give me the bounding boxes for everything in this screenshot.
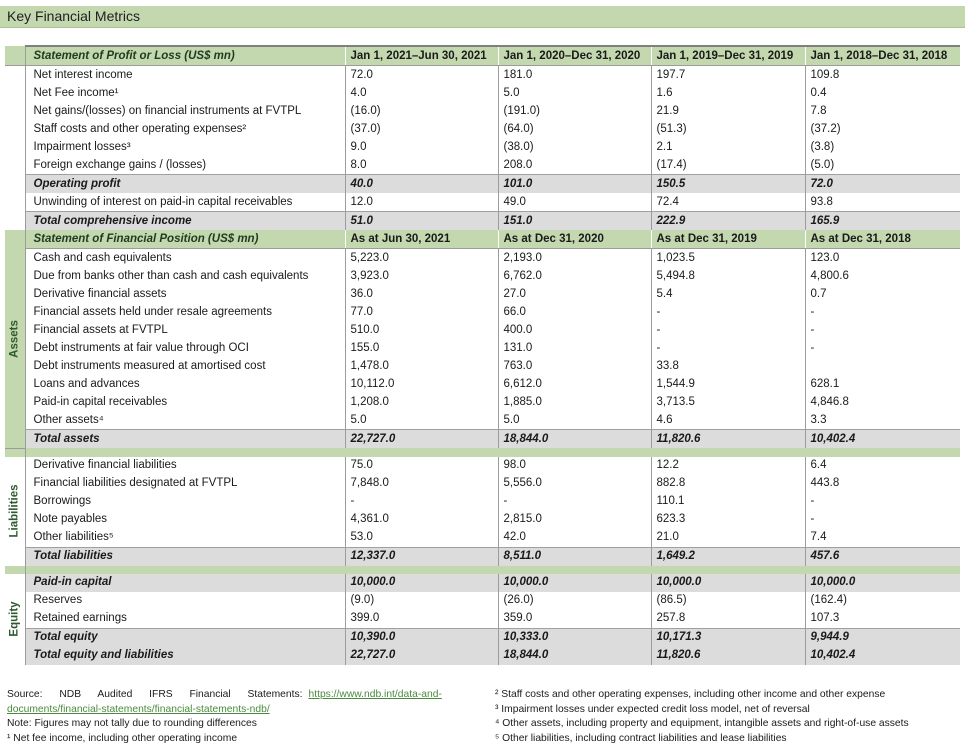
footnote-3: ³ Impairment losses under expected credit loss model, net of reversal bbox=[495, 703, 810, 715]
value-cell: (16.0) bbox=[345, 102, 498, 120]
value-cell: 7.4 bbox=[805, 529, 960, 548]
value-cell: 2,193.0 bbox=[498, 249, 651, 268]
value-cell: As at Dec 31, 2019 bbox=[651, 230, 805, 249]
footer-right bbox=[495, 688, 960, 746]
value-cell: 123.0 bbox=[805, 249, 960, 268]
value-cell: 49.0 bbox=[498, 193, 651, 212]
value-cell: Jan 1, 2018–Dec 31, 2018 bbox=[805, 46, 960, 66]
value-cell: 6,762.0 bbox=[498, 267, 651, 285]
group-cell bbox=[5, 457, 25, 566]
value-cell: 1,649.2 bbox=[651, 547, 805, 566]
value-cell: 9,944.9 bbox=[805, 628, 960, 647]
group-cell bbox=[5, 230, 25, 448]
total-comprehensive-income-row bbox=[5, 212, 960, 231]
row-label: Other liabilities⁵ bbox=[33, 531, 114, 543]
value-cell: Jan 1, 2020–Dec 31, 2020 bbox=[498, 46, 651, 66]
divider-cell bbox=[25, 566, 960, 574]
value-cell: 131.0 bbox=[498, 339, 651, 357]
row-label: Statement of Profit or Loss (US$ mn) bbox=[25, 46, 345, 66]
value-cell: 53.0 bbox=[345, 529, 498, 548]
row-label: Total equity and liabilities bbox=[25, 647, 345, 665]
row-label: Total equity bbox=[25, 628, 345, 647]
table-row bbox=[5, 357, 960, 375]
value-cell: 5.0 bbox=[345, 411, 498, 430]
title-bar bbox=[0, 6, 965, 28]
value-cell: Jan 1, 2021–Jun 30, 2021 bbox=[345, 46, 498, 66]
value-cell: 197.7 bbox=[651, 66, 805, 85]
row-label: Paid-in capital bbox=[25, 574, 345, 592]
value-cell: 40.0 bbox=[345, 175, 498, 194]
row-label: Derivative financial liabilities bbox=[33, 459, 177, 471]
value-cell: 10,000.0 bbox=[498, 574, 651, 592]
table-row bbox=[5, 303, 960, 321]
table-row bbox=[5, 249, 960, 268]
value-cell: - bbox=[805, 321, 960, 339]
section-divider bbox=[5, 448, 960, 457]
value-cell: 257.8 bbox=[651, 610, 805, 629]
table-row bbox=[5, 285, 960, 303]
value-cell: 110.1 bbox=[651, 493, 805, 511]
value-cell: - bbox=[805, 339, 960, 357]
value-cell: 5,556.0 bbox=[498, 475, 651, 493]
value-cell: 107.3 bbox=[805, 610, 960, 629]
value-cell: 3,713.5 bbox=[651, 393, 805, 411]
row-label: Borrowings bbox=[33, 495, 92, 507]
row-label: Total comprehensive income bbox=[25, 212, 345, 231]
value-cell: 628.1 bbox=[805, 375, 960, 393]
value-cell: 5,223.0 bbox=[345, 249, 498, 268]
row-label: Unwinding of interest on paid-in capital receivables bbox=[33, 195, 293, 208]
value-cell: 12.2 bbox=[651, 457, 805, 475]
table-row bbox=[5, 339, 960, 357]
table-row bbox=[5, 393, 960, 411]
value-cell: 36.0 bbox=[345, 285, 498, 303]
table-row bbox=[5, 156, 960, 175]
table-row bbox=[5, 592, 960, 610]
total-liabilities-row bbox=[5, 547, 960, 566]
value-cell: 5.0 bbox=[498, 84, 651, 102]
value-cell: 77.0 bbox=[345, 303, 498, 321]
row-label: Other assets⁴ bbox=[33, 413, 104, 426]
value-cell: 8,511.0 bbox=[498, 547, 651, 566]
value-cell: 21.9 bbox=[651, 102, 805, 120]
group-cell bbox=[5, 212, 25, 231]
value-cell: (9.0) bbox=[345, 592, 498, 610]
value-cell: 9.0 bbox=[345, 138, 498, 156]
value-cell: 11,820.6 bbox=[651, 430, 805, 449]
value-cell: 181.0 bbox=[498, 66, 651, 85]
value-cell: 10,333.0 bbox=[498, 628, 651, 647]
footnote-4: ⁴ Other assets, including property and equipment, intangible assets and right-of-use assets bbox=[495, 718, 909, 729]
value-cell: 3,923.0 bbox=[345, 267, 498, 285]
value-cell: 66.0 bbox=[498, 303, 651, 321]
value-cell: 11,820.6 bbox=[651, 647, 805, 665]
group-cell bbox=[5, 566, 25, 574]
value-cell: (51.3) bbox=[651, 120, 805, 138]
table-row bbox=[5, 457, 960, 475]
value-cell: 72.0 bbox=[805, 175, 960, 194]
group-cell bbox=[5, 448, 25, 457]
group-cell bbox=[5, 102, 25, 120]
value-cell: 4,800.6 bbox=[805, 267, 960, 285]
table-row bbox=[5, 267, 960, 285]
financial-metrics-table bbox=[5, 45, 960, 665]
row-label: Operating profit bbox=[25, 175, 345, 194]
group-cell bbox=[5, 120, 25, 138]
group-cell bbox=[5, 193, 25, 212]
total-equity-liabilities-row bbox=[5, 647, 960, 665]
row-label: Paid-in capital receivables bbox=[33, 395, 168, 408]
row-label: Impairment losses³ bbox=[33, 140, 131, 153]
row-label: Total assets bbox=[25, 430, 345, 449]
operating-profit-row bbox=[5, 175, 960, 194]
paid-in-capital-row bbox=[5, 574, 960, 592]
value-cell: 155.0 bbox=[345, 339, 498, 357]
table-row bbox=[5, 321, 960, 339]
value-cell: 1,023.5 bbox=[651, 249, 805, 268]
value-cell: As at Dec 31, 2020 bbox=[498, 230, 651, 249]
table-row bbox=[5, 375, 960, 393]
table-row bbox=[5, 511, 960, 529]
row-label: Reserves bbox=[33, 594, 83, 606]
value-cell: 101.0 bbox=[498, 175, 651, 194]
value-cell: - bbox=[805, 511, 960, 529]
row-label: Foreign exchange gains / (losses) bbox=[33, 158, 207, 171]
value-cell: 10,112.0 bbox=[345, 375, 498, 393]
value-cell: (5.0) bbox=[805, 156, 960, 175]
header-financial-position bbox=[5, 230, 960, 249]
value-cell: (38.0) bbox=[498, 138, 651, 156]
value-cell: 1,544.9 bbox=[651, 375, 805, 393]
value-cell: 22,727.0 bbox=[345, 647, 498, 665]
total-equity-row bbox=[5, 628, 960, 647]
header-profit-loss bbox=[5, 46, 960, 66]
value-cell: 0.7 bbox=[805, 285, 960, 303]
value-cell: 51.0 bbox=[345, 212, 498, 231]
row-label: Financial assets held under resale agreements bbox=[33, 305, 272, 318]
row-label: Statement of Financial Position (US$ mn) bbox=[25, 230, 345, 249]
row-label: Debt instruments at fair value through OCI bbox=[33, 341, 249, 354]
table-row bbox=[5, 475, 960, 493]
group-cell bbox=[5, 138, 25, 156]
value-cell: 399.0 bbox=[345, 610, 498, 629]
row-label: Staff costs and other operating expenses² bbox=[33, 122, 247, 135]
value-cell: 151.0 bbox=[498, 212, 651, 231]
value-cell: 510.0 bbox=[345, 321, 498, 339]
value-cell: (64.0) bbox=[498, 120, 651, 138]
value-cell: 10,000.0 bbox=[651, 574, 805, 592]
row-label: Financial liabilities designated at FVTPL bbox=[33, 477, 238, 489]
value-cell: 4.6 bbox=[651, 411, 805, 430]
group-label-equity: Equity bbox=[8, 601, 21, 637]
value-cell: 10,171.3 bbox=[651, 628, 805, 647]
group-cell bbox=[5, 156, 25, 175]
value-cell: 12,337.0 bbox=[345, 547, 498, 566]
value-cell: As at Dec 31, 2018 bbox=[805, 230, 960, 249]
value-cell: 165.9 bbox=[805, 212, 960, 231]
value-cell: 1,885.0 bbox=[498, 393, 651, 411]
value-cell: 763.0 bbox=[498, 357, 651, 375]
row-label: Total liabilities bbox=[25, 547, 345, 566]
value-cell: 93.8 bbox=[805, 193, 960, 212]
page-title: Key Financial Metrics bbox=[7, 8, 141, 24]
value-cell: 5.0 bbox=[498, 411, 651, 430]
value-cell: 10,000.0 bbox=[345, 574, 498, 592]
value-cell: 22,727.0 bbox=[345, 430, 498, 449]
table-row bbox=[5, 411, 960, 430]
value-cell: 400.0 bbox=[498, 321, 651, 339]
group-label-assets: Assets bbox=[8, 319, 21, 358]
value-cell: 10,402.4 bbox=[805, 647, 960, 665]
value-cell: - bbox=[345, 493, 498, 511]
footnote-1: ¹ Net fee income, including other operating income bbox=[7, 732, 238, 744]
value-cell: 33.8 bbox=[651, 357, 805, 375]
value-cell: 3.3 bbox=[805, 411, 960, 430]
footer-left bbox=[7, 688, 477, 746]
footnote-2: ² Staff costs and other operating expenses, including other income and other expense bbox=[495, 689, 886, 700]
table-row bbox=[5, 66, 960, 85]
value-cell: 72.4 bbox=[651, 193, 805, 212]
value-cell: 18,844.0 bbox=[498, 430, 651, 449]
row-label: Debt instruments measured at amortised cost bbox=[33, 359, 266, 372]
value-cell: 4,846.8 bbox=[805, 393, 960, 411]
value-cell: 75.0 bbox=[345, 457, 498, 475]
value-cell bbox=[805, 357, 960, 375]
row-label: Net interest income bbox=[33, 68, 133, 81]
source-link-continued[interactable]: documents/financial-statements/financial-statements-ndb/ bbox=[7, 703, 270, 715]
value-cell: 4,361.0 bbox=[345, 511, 498, 529]
section-divider bbox=[5, 566, 960, 574]
value-cell: (17.4) bbox=[651, 156, 805, 175]
row-label: Note payables bbox=[33, 513, 108, 525]
table-row bbox=[5, 529, 960, 548]
value-cell: 623.3 bbox=[651, 511, 805, 529]
value-cell: 5.4 bbox=[651, 285, 805, 303]
row-label: Financial assets at FVTPL bbox=[33, 323, 168, 336]
value-cell: - bbox=[805, 493, 960, 511]
value-cell: 98.0 bbox=[498, 457, 651, 475]
value-cell: 12.0 bbox=[345, 193, 498, 212]
value-cell: 8.0 bbox=[345, 156, 498, 175]
value-cell: (3.8) bbox=[805, 138, 960, 156]
value-cell: 359.0 bbox=[498, 610, 651, 629]
value-cell: 72.0 bbox=[345, 66, 498, 85]
value-cell: 7.8 bbox=[805, 102, 960, 120]
group-label-liabilities: Liabilities bbox=[8, 484, 21, 538]
value-cell: 2.1 bbox=[651, 138, 805, 156]
row-label: Due from banks other than cash and cash equivalents bbox=[33, 269, 309, 282]
value-cell: 1,208.0 bbox=[345, 393, 498, 411]
value-cell: 5,494.8 bbox=[651, 267, 805, 285]
value-cell: - bbox=[498, 493, 651, 511]
value-cell: 4.0 bbox=[345, 84, 498, 102]
table-row bbox=[5, 493, 960, 511]
value-cell: - bbox=[651, 321, 805, 339]
divider-cell bbox=[25, 448, 960, 457]
value-cell: 10,000.0 bbox=[805, 574, 960, 592]
table-row bbox=[5, 102, 960, 120]
table-row bbox=[5, 138, 960, 156]
table-row bbox=[5, 193, 960, 212]
table-row bbox=[5, 120, 960, 138]
value-cell: 21.0 bbox=[651, 529, 805, 548]
value-cell: (162.4) bbox=[805, 592, 960, 610]
source-link[interactable]: https://www.ndb.int/data-and- bbox=[308, 689, 442, 700]
value-cell: Jan 1, 2019–Dec 31, 2019 bbox=[651, 46, 805, 66]
value-cell: 6.4 bbox=[805, 457, 960, 475]
value-cell: 7,848.0 bbox=[345, 475, 498, 493]
value-cell: - bbox=[651, 339, 805, 357]
rounding-note: Note: Figures may not tally due to rounding differences bbox=[7, 718, 257, 729]
value-cell: 2,815.0 bbox=[498, 511, 651, 529]
value-cell: - bbox=[651, 303, 805, 321]
value-cell: - bbox=[805, 303, 960, 321]
value-cell: 150.5 bbox=[651, 175, 805, 194]
value-cell: 882.8 bbox=[651, 475, 805, 493]
group-cell bbox=[5, 66, 25, 85]
value-cell: (37.2) bbox=[805, 120, 960, 138]
value-cell: 1,478.0 bbox=[345, 357, 498, 375]
footnote-5: ⁵ Other liabilities, including contract liabilities and lease liabilities bbox=[495, 732, 787, 744]
row-label: Net Fee income¹ bbox=[33, 86, 119, 99]
source-label: Source: NDB Audited IFRS Financial Statements: bbox=[7, 689, 303, 700]
value-cell: (26.0) bbox=[498, 592, 651, 610]
value-cell: As at Jun 30, 2021 bbox=[345, 230, 498, 249]
group-cell bbox=[5, 46, 25, 66]
value-cell: (86.5) bbox=[651, 592, 805, 610]
value-cell: 10,402.4 bbox=[805, 430, 960, 449]
value-cell: 42.0 bbox=[498, 529, 651, 548]
row-label: Derivative financial assets bbox=[33, 287, 167, 300]
table-row bbox=[5, 610, 960, 629]
table-row bbox=[5, 84, 960, 102]
value-cell: (37.0) bbox=[345, 120, 498, 138]
value-cell: 443.8 bbox=[805, 475, 960, 493]
row-label: Loans and advances bbox=[33, 377, 140, 390]
group-cell bbox=[5, 175, 25, 194]
value-cell: 0.4 bbox=[805, 84, 960, 102]
group-cell bbox=[5, 84, 25, 102]
row-label: Cash and cash equivalents bbox=[33, 251, 172, 264]
value-cell: 18,844.0 bbox=[498, 647, 651, 665]
value-cell: (191.0) bbox=[498, 102, 651, 120]
value-cell: 10,390.0 bbox=[345, 628, 498, 647]
row-label: Retained earnings bbox=[33, 612, 127, 624]
value-cell: 6,612.0 bbox=[498, 375, 651, 393]
value-cell: 222.9 bbox=[651, 212, 805, 231]
value-cell: 109.8 bbox=[805, 66, 960, 85]
group-cell bbox=[5, 574, 25, 665]
value-cell: 208.0 bbox=[498, 156, 651, 175]
total-assets-row bbox=[5, 430, 960, 449]
value-cell: 27.0 bbox=[498, 285, 651, 303]
row-label: Net gains/(losses) on financial instruments at FVTPL bbox=[33, 104, 302, 117]
value-cell: 1.6 bbox=[651, 84, 805, 102]
value-cell: 457.6 bbox=[805, 547, 960, 566]
